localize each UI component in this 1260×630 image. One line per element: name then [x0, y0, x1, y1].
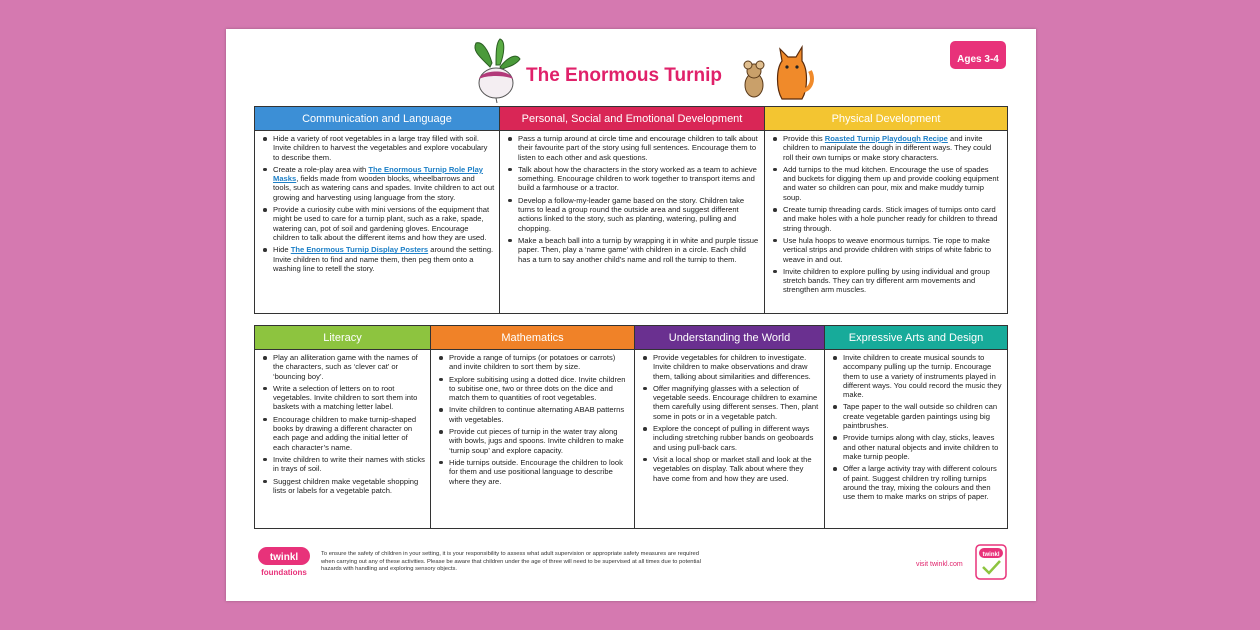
activity-item	[769, 236, 1003, 264]
panel-expressive-arts	[824, 325, 1008, 529]
activity-text: , fields made from wooden blocks, wheelbarrows and tools, such as watering cans and spades. Invite children to act out growing and harvesting using language from the story.	[273, 174, 495, 202]
activity-text: Tape paper to the wall outside so children can create vegetable garden paintings using big paintbrushes.	[843, 402, 998, 431]
activity-text: Provide cut pieces of turnip in the water tray along with bowls, jugs and spoons. Invite children to make ‘turnip soup’ and explore capacity.	[449, 427, 624, 455]
resource-link[interactable]: The Enormous Turnip Role Play Masks	[273, 164, 484, 184]
activity-text: Hide a variety of root vegetables in a large tray filled with soil. Invite children to harvest the vegetables and explore vocabulary to describe them.	[273, 134, 488, 162]
twinkl-foundations-logo	[254, 543, 314, 583]
activity-list	[504, 134, 760, 264]
activity-item	[435, 375, 630, 403]
activity-text: and invite children to manipulate the dough in different ways. They could roll their own turnips or make story characters.	[783, 134, 992, 162]
activity-list	[829, 353, 1003, 501]
panel-understanding-world	[634, 325, 825, 529]
activity-text: Provide a range of turnips (or potatoes or carrots) and invite children to sort them by size.	[449, 353, 616, 372]
activity-text: Provide a curiosity cube with mini versions of the equipment that might be used to care for a turnip plant, such as a rake, spade, watering can, pot of soil and gardening gloves. Encourage children to talk about the different items and how they are used.	[273, 205, 490, 242]
quality-standard-badge-icon	[974, 543, 1008, 581]
page-title: The Enormous Turnip	[526, 65, 722, 86]
activity-item	[769, 267, 1003, 295]
activity-item	[769, 134, 1003, 162]
activity-list	[259, 353, 426, 495]
activity-item	[259, 165, 495, 202]
activity-item	[259, 455, 426, 474]
activity-text: Visit a local shop or market stall and look at the vegetables on display. Talk about where they have come from and how they are used.	[653, 454, 812, 483]
activity-item	[435, 405, 630, 424]
panel-heading: Mathematics	[431, 326, 634, 350]
footer	[226, 537, 1036, 597]
activity-text: Hide	[273, 245, 291, 255]
activity-text: around the setting. Invite children to find and name them, then peg them onto a washing line to retell the story.	[273, 245, 494, 273]
activity-text: Develop a follow-my-leader game based on the story. Children take turns to lead a group round the outside area and suggest different actions linked to the story, such as planting, watering, pulling and chopping.	[518, 195, 745, 233]
panel-heading: Physical Development	[765, 107, 1007, 131]
svg-text:twinkl: twinkl	[982, 552, 1000, 558]
activity-text: Play an alliteration game with the names of the characters, such as ‘clever cat’ or ‘bouncing boy’.	[273, 353, 418, 381]
activity-list	[769, 134, 1003, 295]
panel-personal-social	[499, 106, 765, 314]
activity-text: Invite children to write their names with sticks in trays of soil.	[273, 454, 425, 474]
activity-text: Provide turnips along with clay, sticks, leaves and other natural objects and invite children to make turnip people.	[843, 433, 999, 461]
panel-physical	[764, 106, 1008, 314]
activity-text: Use hula hoops to weave enormous turnips. Tie rope to make vertical strips and provide children with strips of white fabric to weave in and out.	[783, 235, 992, 264]
activity-item	[769, 205, 1003, 233]
activity-item	[504, 165, 760, 193]
resource-link[interactable]: Roasted Turnip Playdough Recipe	[824, 134, 948, 143]
activity-text: Encourage children to make turnip-shaped books by drawing a different character on each page and adding the initial letter of each character’s name.	[273, 414, 417, 452]
activity-item	[435, 427, 630, 455]
activity-sheet	[226, 29, 1036, 601]
activity-item	[829, 402, 1003, 430]
panel-literacy	[254, 325, 431, 529]
activity-text: Provide this	[783, 134, 825, 143]
activity-text: Create turnip threading cards. Stick images of turnips onto card and make holes with a hole puncher ready for children to thread string through.	[783, 205, 998, 233]
activity-item	[259, 205, 495, 242]
activity-item	[504, 236, 760, 264]
activity-item	[259, 134, 495, 162]
turnip-icon	[470, 37, 522, 103]
activity-text: Invite children to explore pulling by using individual and group stretch bands. They can try different arm movements and strengthen arm muscles.	[783, 266, 990, 295]
activity-item	[259, 477, 426, 496]
activity-text: Create a role-play area with	[273, 164, 369, 174]
activity-text: Hide turnips outside. Encourage the children to look for them and use positional language to describe where they are.	[449, 457, 623, 486]
panel-mathematics	[430, 325, 635, 529]
activity-text: Talk about how the characters in the story worked as a team to achieve something. Encourage children to work together to transport items and build a farmhouse or a tractor.	[518, 164, 757, 193]
activity-text: Provide vegetables for children to investigate. Invite children to make observations and draw them, talking about similarities and differences.	[653, 353, 811, 381]
activity-item	[435, 353, 630, 372]
activity-text: Write a selection of letters on to root vegetables. Invite children to sort them into baskets with a matching letter label.	[273, 383, 418, 412]
activity-text: Offer magnifying glasses with a selection of vegetable seeds. Encourage children to examine them carefully using different senses. Then, plant some in pots or in a vegetable patch.	[653, 383, 819, 421]
activity-text: Make a beach ball into a turnip by wrapping it in white and purple tissue paper. Then, play a ‘name game’ with children in a circle. Each child has a turn to say another child’s name and roll the turnip to them.	[518, 235, 759, 264]
activity-item	[829, 464, 1003, 501]
activity-text: Offer a large activity tray with different colours of paint. Suggest children try rolling turnips around the tray, mixing the colours and then use them to make marks on strips of paper.	[843, 464, 997, 502]
visit-link[interactable]: visit twinkl.com	[916, 561, 963, 568]
activity-item	[504, 196, 760, 233]
activity-text: Invite children to continue alternating ABAB patterns with vegetables.	[449, 405, 625, 424]
activity-item	[259, 415, 426, 452]
ages-badge: Ages 3-4	[950, 41, 1006, 69]
activity-item	[829, 433, 1003, 461]
activity-text: Add turnips to the mud kitchen. Encourage the use of spades and buckets for digging them up and provide cooking equipment and water so children can pour, mix and make muddy turnip soup.	[783, 164, 999, 202]
activity-item	[639, 353, 820, 381]
svg-text:foundations: foundations	[261, 568, 307, 577]
safety-disclaimer: To ensure the safety of children in your setting, it is your responsibility to assess what adult supervision or appropriate safety measures are required when carrying out any of these activities. Please be aware that children under the age of three will need to be supervised at all times due to potential hazards with handling and exploring sensory objects.	[321, 551, 701, 573]
activity-text: Explore subitising using a dotted dice. Invite children to subitise one, two or three dots on the dice and match them to quantities of root vegetables.	[449, 374, 626, 403]
panel-heading: Personal, Social and Emotional Development	[500, 107, 764, 131]
activity-list	[435, 353, 630, 486]
svg-text:twinkl: twinkl	[269, 552, 299, 563]
resource-link[interactable]: The Enormous Turnip Display Posters	[290, 245, 429, 255]
activity-item	[259, 384, 426, 412]
activity-item	[435, 458, 630, 486]
panel-heading: Understanding the World	[635, 326, 824, 350]
panel-heading: Expressive Arts and Design	[825, 326, 1007, 350]
activity-item	[769, 165, 1003, 202]
activity-item	[259, 353, 426, 381]
cat-and-mouse-icon	[738, 39, 814, 103]
activity-item	[504, 134, 760, 162]
activity-text: Invite children to create musical sounds to accompany pulling up the turnip. Encourage them to use a variety of instruments played in different ways. You could record the music they make.	[843, 353, 1002, 400]
activity-item	[639, 384, 820, 421]
activity-item	[829, 353, 1003, 399]
activity-item	[639, 424, 820, 452]
activity-item	[639, 455, 820, 483]
activity-list	[639, 353, 820, 483]
activity-text: Pass a turnip around at circle time and encourage children to talk about their favourite part of the story using full sentences. Encourage them to listen to each other and ask questions.	[518, 134, 758, 162]
panel-heading: Communication and Language	[255, 107, 499, 131]
activity-text: Explore the concept of pulling in different ways including stretching rubber bands on geoboards and using pull-back cars.	[653, 424, 814, 452]
activity-text: Suggest children make vegetable shopping lists or labels for a vegetable patch.	[273, 476, 419, 495]
panel-heading: Literacy	[255, 326, 430, 350]
activity-item	[259, 245, 495, 273]
activity-list	[259, 134, 495, 273]
panel-communication	[254, 106, 500, 314]
